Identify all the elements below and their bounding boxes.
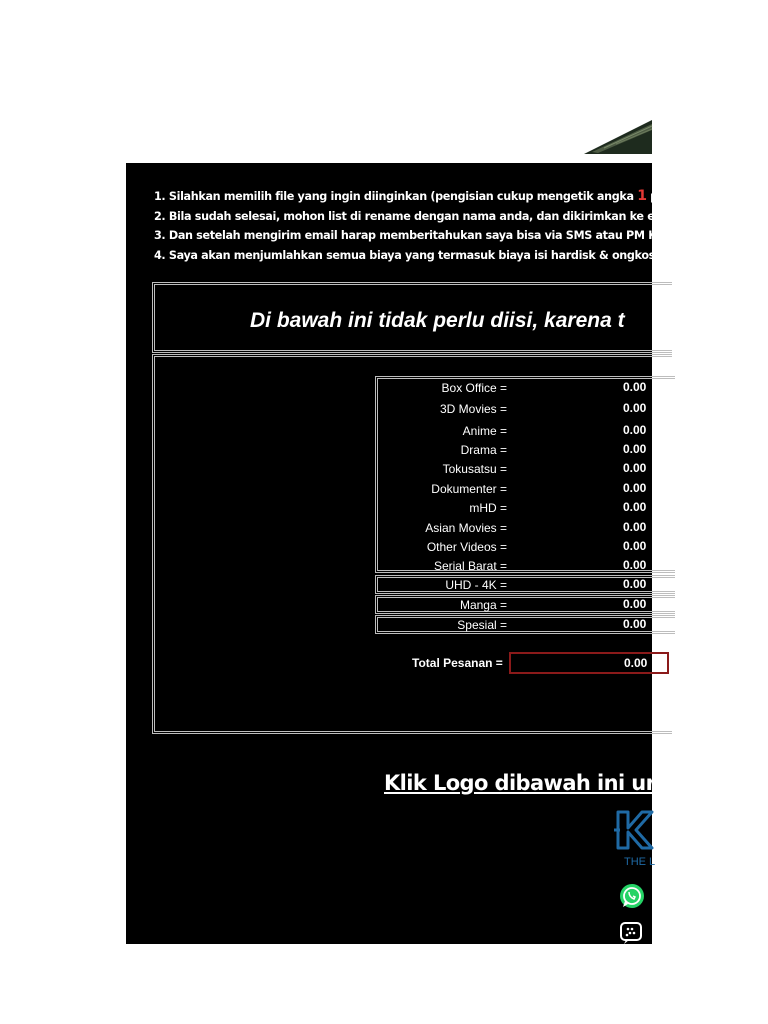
total-value: 0.00: [624, 656, 648, 670]
category-value[interactable]: 0.00: [623, 558, 647, 572]
category-row: [375, 596, 665, 614]
category-value[interactable]: 0.00: [623, 617, 647, 631]
category-row: [375, 480, 665, 498]
category-value[interactable]: 0.00: [623, 461, 647, 475]
category-label: Anime =: [462, 424, 507, 438]
category-value[interactable]: 0.00: [623, 500, 647, 514]
category-row: [375, 441, 665, 459]
category-row: [375, 460, 665, 478]
category-label: Drama =: [460, 443, 507, 457]
category-value[interactable]: 0.00: [623, 423, 647, 437]
instruction-4: 4. Saya akan menjumlahkan semua biaya yang termasuk biaya isi hardisk & ongkos kirin: [154, 248, 686, 262]
category-label: Serial Barat =: [433, 559, 507, 573]
category-row: [375, 519, 665, 537]
instruction-highlight: 1: [637, 188, 647, 204]
category-value[interactable]: 0.00: [623, 380, 647, 394]
category-value[interactable]: 0.00: [623, 401, 647, 415]
category-label: Box Office =: [441, 381, 507, 395]
category-label: UHD - 4K =: [445, 578, 507, 592]
category-value[interactable]: 0.00: [623, 520, 647, 534]
category-label: 3D Movies =: [439, 402, 507, 416]
order-sheet: [126, 163, 686, 944]
category-label: Spesial =: [457, 618, 507, 632]
notice-banner: [152, 282, 672, 353]
instructions: [154, 187, 754, 265]
instruction-1: 1. Silahkan memilih file yang ingin diinginkan (pengisian cukup mengetik angka 1 pada: [154, 188, 680, 204]
category-value[interactable]: 0.00: [623, 442, 647, 456]
category-label: Dokumenter =: [431, 482, 507, 496]
category-row: [375, 576, 665, 594]
category-value[interactable]: 0.00: [623, 597, 647, 611]
category-row: [375, 557, 665, 575]
instruction-2: 2. Bila sudah selesai, mohon list di rename dengan nama anda, dan dikirimkan ke email: [154, 209, 680, 223]
notice-banner-text: Di bawah ini tidak perlu diisi, karena t: [250, 309, 625, 332]
category-row: [375, 400, 665, 418]
logo-link-heading[interactable]: Klik Logo dibawah ini ur: [384, 771, 656, 795]
bbm-icon[interactable]: [619, 921, 643, 945]
category-label: Tokusatsu =: [442, 462, 507, 476]
logo-subtext: THE L: [624, 856, 656, 868]
category-value[interactable]: 0.00: [623, 539, 647, 553]
category-label: Other Videos =: [426, 540, 507, 554]
category-row: [375, 538, 665, 556]
instruction-3: 3. Dan setelah mengirim email harap memberitahukan saya bisa via SMS atau PM Kasku: [154, 229, 685, 242]
category-value[interactable]: 0.00: [623, 577, 647, 591]
category-label: Manga =: [459, 598, 507, 612]
category-row: [375, 379, 665, 397]
whatsapp-icon[interactable]: [619, 883, 645, 909]
category-row: [375, 422, 665, 440]
total-label: Total Pesanan =: [412, 656, 503, 670]
category-label: mHD =: [469, 501, 507, 515]
category-row: [375, 616, 665, 634]
category-row: [375, 499, 665, 517]
category-value[interactable]: 0.00: [623, 481, 647, 495]
roof-image: [584, 116, 652, 154]
category-label: Asian Movies =: [425, 521, 507, 535]
